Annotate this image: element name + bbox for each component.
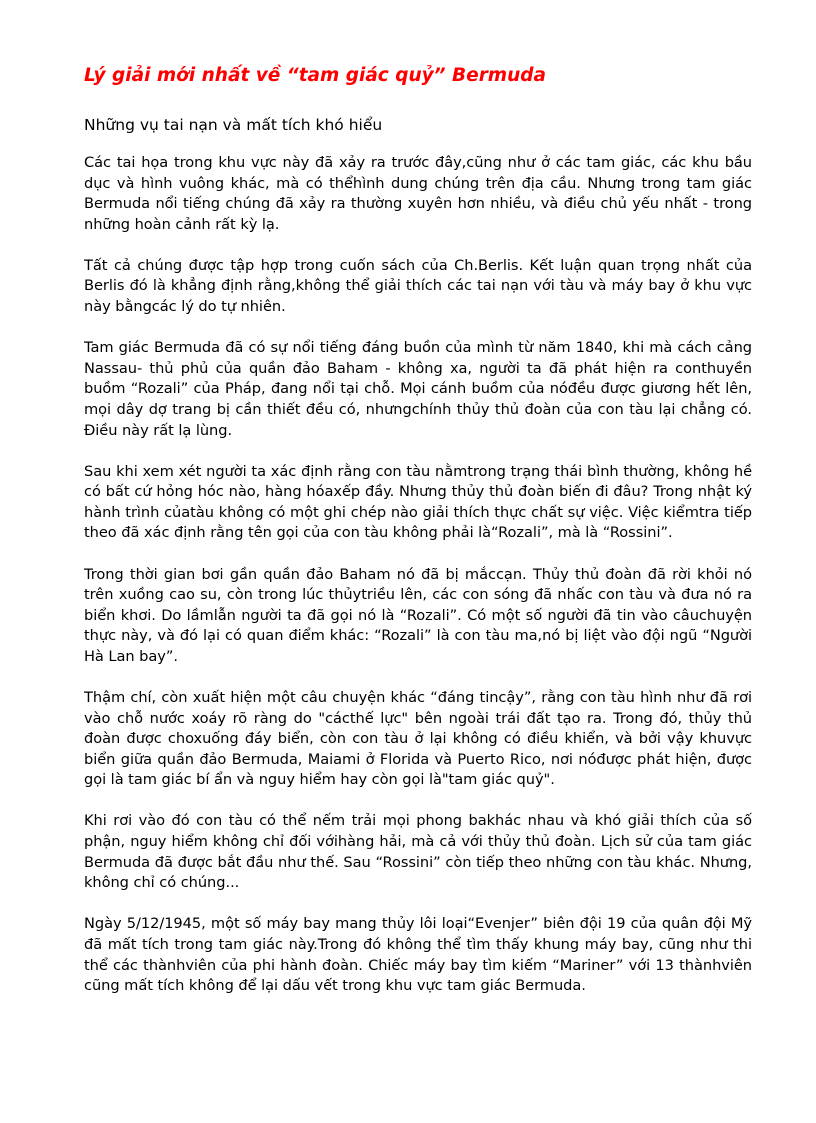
- article-subtitle: Những vụ tai nạn và mất tích khó hiểu: [84, 116, 383, 134]
- paragraph-4: Sau khi xem xét người ta xác định rằng con tàu nằmtrong trạng thái bình thường, không hề có bất cứ hỏng hóc nào, hàng hóaxếp đầy. Nhưng thủy thủ đoàn biến đi đâu? Trong nhật ký hành trình củatàu không có một ghi chép nào giải thích thực chất sự việc. Việc kiểmtra tiếp theo đã xác định rằng tên gọi của con tàu không phải là“Rozali”, mà là “Rossini”.: [84, 462, 752, 542]
- article-title: Lý giải mới nhất về “tam giác quỷ” Bermuda: [84, 65, 546, 86]
- paragraph-6: Thậm chí, còn xuất hiện một câu chuyện khác “đáng tincậy”, rằng con tàu hình như đã rơi vào chỗ nước xoáy rõ ràng do "cácthế lực" bên ngoài trái đất tạo ra. Trong đó, thủy thủ đoàn được choxuống đáy biển, còn con tàu ở lại không có điều khiển, và bởi vậy khuvực biển giữa quần đảo Bermuda, Maiami ở Florida và Puerto Rico, nơi nóđược phát hiện, được gọi là tam giác bí ẩn và nguy hiểm hay còn gọi là"tam giác quỷ".: [84, 688, 752, 789]
- paragraph-3: Tam giác Bermuda đã có sự nổi tiếng đáng buồn của mình từ năm 1840, khi mà cách cảng Nassau- thủ phủ của quần đảo Baham - không xa, người ta đã phát hiện ra conthuyền buồm “Rozali” của Pháp, đang nổi tại chỗ. Mọi cánh buồm của nóđều được giương hết lên, mọi dây dợ trang bị cần thiết đều có, nhưngchính thủy thủ đoàn của con tàu lại chẳng có. Điều này rất lạ lùng.: [84, 339, 752, 439]
- paragraph-1: Các tai họa trong khu vực này đã xảy ra trước đây,cũng như ở các tam giác, các khu bầu dục và hình vuông khác, mà có thểhình dung chúng trên địa cầu. Nhưng trong tam giác Bermuda nổi tiếng chúng đã xảy ra thường xuyên hơn nhiều, và điều chủ yếu nhất - trong những hoàn cảnh rất kỳ lạ.: [84, 154, 752, 233]
- paragraph-5: Trong thời gian bơi gần quần đảo Baham nó đã bị mắccạn. Thủy thủ đoàn đã rời khỏi nó trên xuồng cao su, còn trong lúc thủytriều lên, các con sóng đã nhấc con tàu và đưa nó ra biển khơi. Do lầmlẫn người ta đã gọi nó là “Rozali”. Có một số người đã tin vào câuchuyện thực này, và đó lại có quan điểm khác: “Rozali” là con tàu ma,nó bị liệt vào đội ngũ “Người Hà Lan bay”.: [84, 565, 752, 665]
- paragraph-7: Khi rơi vào đó con tàu có thể nếm trải mọi phong bakhác nhau và khó giải thích của số phận, nguy hiểm không chỉ đối vớihàng hải, mà cả với thủy thủ đoàn. Lịch sử của tam giác Bermuda đã được bắt đầu như thế. Sau “Rossini” còn tiếp theo những con tàu khác. Nhưng, không chỉ có chúng...: [84, 812, 752, 892]
- paragraph-2: Tất cả chúng được tập hợp trong cuốn sách của Ch.Berlis. Kết luận quan trọng nhất của Berlis đó là khẳng định rằng,không thể giải thích các tai nạn với tàu và máy bay ở khu vực này bằngcác lý do tự nhiên.: [84, 256, 752, 316]
- document-page: [84, 62, 752, 1017]
- paragraph-8: Ngày 5/12/1945, một số máy bay mang thủy lôi loại“Evenjer” biên đội 19 của quân đội Mỹ đã mất tích trong tam giác này.Trong đó không thể tìm thấy khung máy bay, cũng như thi thể các thànhviên của phi hành đoàn. Chiếc máy bay tìm kiếm “Mariner” với 13 thànhviên cũng mất tích không để lại dấu vết trong khu vực tam giác Bermuda.: [84, 915, 752, 995]
